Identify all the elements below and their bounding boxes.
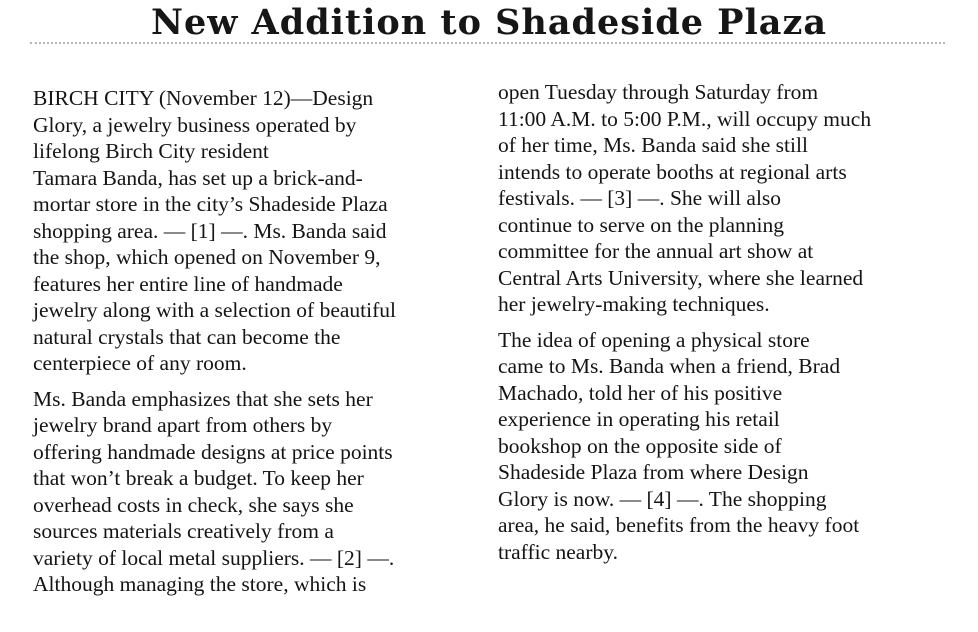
text-line: the shop, which opened on November 9, xyxy=(33,245,381,269)
text-line: traffic nearby. xyxy=(498,539,618,564)
text-line: jewelry along with a selection of beautiful xyxy=(33,298,396,322)
text-line: jewelry brand apart from others by xyxy=(33,413,333,437)
text-line: her jewelry-making techniques. xyxy=(498,292,770,316)
text-line: BIRCH CITY (November 12)—Design xyxy=(33,86,374,110)
text-line: of her time, Ms. Banda said she still xyxy=(498,133,808,157)
text-line: variety of local metal suppliers. — [2] —. xyxy=(33,545,395,570)
text-line: Machado, told her of his positive xyxy=(498,380,783,405)
text-line: festivals. — [3] —. She will also xyxy=(498,186,782,210)
text-line: continue to serve on the planning xyxy=(498,212,784,237)
right-column xyxy=(498,79,938,574)
headline-divider xyxy=(30,42,945,44)
text-line: Glory, a jewelry business operated by xyxy=(33,112,357,137)
text-line: bookshop on the opposite side of xyxy=(498,433,782,458)
text-line: that won’t break a budget. To keep her xyxy=(33,466,364,490)
text-line: mortar store in the city’s Shadeside Plaza xyxy=(33,192,388,216)
text-line: Glory is now. — [4] —. The shopping xyxy=(498,486,827,511)
text-line: natural crystals that can become the xyxy=(33,324,341,349)
text-line: features her entire line of handmade xyxy=(33,271,343,296)
text-line: intends to operate booths at regional arts xyxy=(498,159,847,184)
left-paragraph-2 xyxy=(33,386,473,598)
text-line: experience in operating his retail xyxy=(498,407,780,431)
text-line: overhead costs in check, she says she xyxy=(33,492,354,517)
text-line: Central Arts University, where she learned xyxy=(498,265,864,290)
text-line: 11:00 A.M. to 5:00 P.M., will occupy much xyxy=(498,106,872,131)
article-headline: New Addition to Shadeside Plaza xyxy=(150,2,828,43)
left-paragraph-1 xyxy=(33,85,473,377)
text-line: area, he said, benefits from the heavy foot xyxy=(498,513,860,537)
text-line: shopping area. — [1] —. Ms. Banda said xyxy=(33,218,387,243)
text-line: open Tuesday through Saturday from xyxy=(498,80,819,104)
text-line: Although managing the store, which is xyxy=(33,572,367,596)
left-column xyxy=(33,85,473,607)
text-line: centerpiece of any room. xyxy=(33,351,247,375)
text-line: Ms. Banda emphasizes that she sets her xyxy=(33,386,373,411)
text-line: sources materials creatively from a xyxy=(33,519,334,543)
text-line: offering handmade designs at price points xyxy=(33,439,393,464)
text-line: Tamara Banda, has set up a brick-and- xyxy=(33,165,363,190)
right-paragraph-1 xyxy=(498,79,938,318)
text-line: lifelong Birch City resident xyxy=(33,139,269,163)
right-paragraph-2 xyxy=(498,327,938,566)
text-line: committee for the annual art show at xyxy=(498,239,814,263)
text-line: came to Ms. Banda when a friend, Brad xyxy=(498,354,841,378)
text-line: The idea of opening a physical store xyxy=(498,327,810,352)
text-line: Shadeside Plaza from where Design xyxy=(498,460,809,484)
